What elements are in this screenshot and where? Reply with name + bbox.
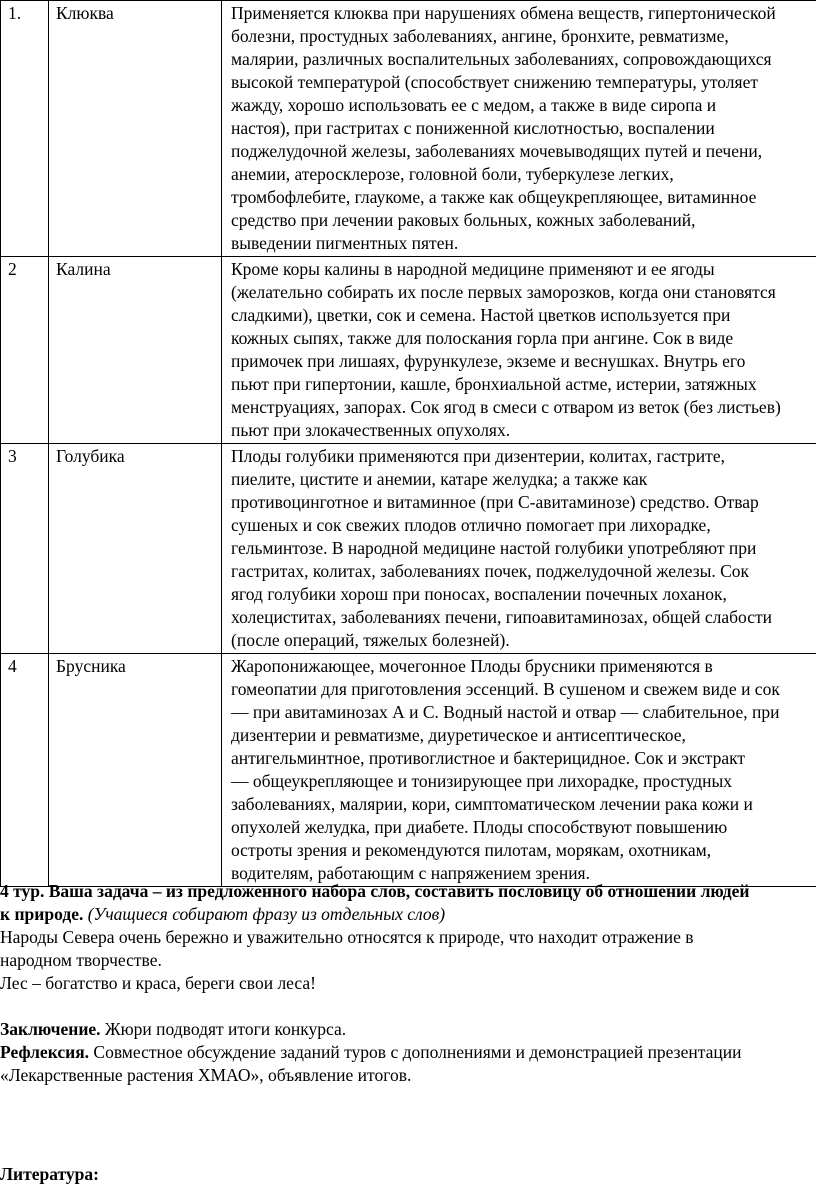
conclusion-label: Заключение.: [0, 1019, 101, 1039]
description-line: противоцинготное и витаминное (при С-авитаминозе) средство. Отвар: [231, 492, 759, 512]
description-line: холециститах, заболеваниях печени, гипоавитаминозах, общей слабости: [231, 607, 772, 627]
reflection-text: Совместное обсуждение заданий туров с дополнениями и демонстрацией презентации: [89, 1042, 742, 1062]
north-peoples-line-1: Народы Севера очень бережно и уважительно относятся к природе, что находит отражение в: [0, 927, 694, 947]
tour-4-heading: [0, 880, 816, 903]
description-line: водителям, работающим с напряжением зрения.: [231, 863, 590, 883]
row-number: 3: [1, 444, 49, 654]
description-line: дизентерии и ревматизме, диуретическое и антисептическое,: [231, 725, 686, 745]
description-line: гомеопатии для приготовления эссенций. В сушеном и свежем виде и сок: [231, 679, 780, 699]
description-line: менструациях, запорах. Сок ягод в смеси с отваром из веток (без листьев): [231, 397, 781, 417]
table-row: [1, 257, 816, 444]
description-line: антигельминтное, противоглистное и бактерицидное. Сок и экстракт: [231, 748, 746, 768]
proverb: Лес – богатство и краса, береги свои леса!: [0, 973, 316, 993]
plant-description: [222, 257, 816, 444]
description-line: малярии, различных воспалительных заболеваниях, сопровождающихся: [231, 49, 772, 69]
description-line: поджелудочной железы, заболеваниях мочевыводящих путей и печени,: [231, 141, 763, 161]
description-line: гастритах, колитах, заболеваниях почек, поджелудочной железы. Сок: [231, 561, 750, 581]
table-row: [1, 654, 816, 887]
plant-description: [222, 1, 816, 257]
tour-4-heading-cont: [0, 903, 816, 926]
description-line: ягод голубики хорош при поносах, воспалении почечных лоханок,: [231, 584, 727, 604]
conclusion-paragraph: [0, 1018, 816, 1041]
plant-name: Брусника: [49, 654, 222, 887]
plant-name: Голубика: [49, 444, 222, 654]
reflection-paragraph: [0, 1041, 816, 1064]
description-line: гельминтозе. В народной медицине настой голубики употребляют при: [231, 538, 757, 558]
conclusion-text: Жюри подводят итоги конкурса.: [100, 1019, 347, 1039]
row-number: 2: [1, 257, 49, 444]
description-line: выведении пигментных пятен.: [231, 233, 459, 253]
tour-4-note: (Учащиеся собирают фразу из отдельных слов): [83, 904, 446, 924]
description-line: анемии, атеросклерозе, головной боли, туберкулезе легких,: [231, 164, 674, 184]
spacer: [0, 995, 816, 1018]
plant-name: Калина: [49, 257, 222, 444]
plant-name: Клюква: [49, 1, 222, 257]
north-peoples-line-2: народном творчестве.: [0, 950, 162, 970]
description-line: кожных сыпях, также для полоскания горла при ангине. Сок в виде: [231, 328, 734, 348]
plants-table-body: [1, 1, 816, 887]
description-line: заболеваниях, малярии, кори, симптоматическом лечении рака кожи и: [231, 794, 753, 814]
table-row: [1, 444, 816, 654]
table-row: [1, 1, 816, 257]
description-line: (после операций, тяжелых болезней).: [231, 630, 510, 650]
description-line: примочек при лишаях, фурункулезе, экземе и веснушках. Внутрь его: [231, 351, 746, 371]
description-line: средство при лечении раковых больных, кожных заболеваний,: [231, 210, 696, 230]
plant-description: [222, 444, 816, 654]
description-line: сушеных и сок свежих плодов отлично помогает при лихорадке,: [231, 515, 711, 535]
description-line: — при авитаминозах А и С. Водный настой и отвар — слабительное, при: [231, 702, 780, 722]
reflection-label: Рефлексия.: [0, 1042, 90, 1062]
description-line: болезни, простудных заболеваниях, ангине, бронхите, ревматизме,: [231, 26, 729, 46]
description-line: Жаропонижающее, мочегонное Плоды брусники применяются в: [231, 656, 713, 676]
description-line: Кроме коры калины в народной медицине применяют и ее ягоды: [231, 259, 715, 279]
description-line: сладкими), цветки, сок и семена. Настой цветков используется при: [231, 305, 731, 325]
description-line: опухолей желудка, при диабете. Плоды способствуют повышению: [231, 817, 728, 837]
description-line: — общеукрепляющее и тонизирующее при лихорадке, простудных: [231, 771, 733, 791]
description-line: пьют при злокачественных опухолях.: [231, 420, 511, 440]
row-number: 4: [1, 654, 49, 887]
tour-4-task-line-1: 4 тур. Ваша задача – из предложенного набора слов, составить пословицу об отношении людей: [0, 881, 750, 901]
description-line: остроты зрения и рекомендуются пилотам, морякам, охотникам,: [231, 840, 712, 860]
description-line: (желательно собирать их после первых заморозков, когда они становятся: [231, 282, 776, 302]
reflection-line-2: «Лекарственные растения ХМАО», объявление итогов.: [0, 1065, 412, 1085]
row-number: 1.: [1, 1, 49, 257]
description-line: настоя), при гастритах с пониженной кислотностью, воспалении: [231, 118, 715, 138]
description-line: Применяется клюква при нарушениях обмена веществ, гипертонической: [231, 3, 776, 23]
tour-4-task-line-2: к природе.: [0, 904, 84, 924]
description-line: тромбофлебите, глаукоме, а также как общеукрепляющее, витаминное: [231, 187, 757, 207]
description-line: Плоды голубики применяются при дизентерии, колитах, гастрите,: [231, 446, 725, 466]
plant-description: [222, 654, 816, 887]
description-line: пиелите, цистите и анемии, катаре желудка; а также как: [231, 469, 648, 489]
description-line: высокой температурой (способствует снижению температуры, утоляет: [231, 72, 758, 92]
description-line: жажду, хорошо использовать ее с медом, а также в виде сиропа и: [231, 95, 717, 115]
description-line: пьют при гипертонии, кашле, бронхиальной астме, истерии, затяжных: [231, 374, 757, 394]
literature-heading: Литература:: [0, 1164, 99, 1184]
document-body: [0, 880, 816, 1087]
